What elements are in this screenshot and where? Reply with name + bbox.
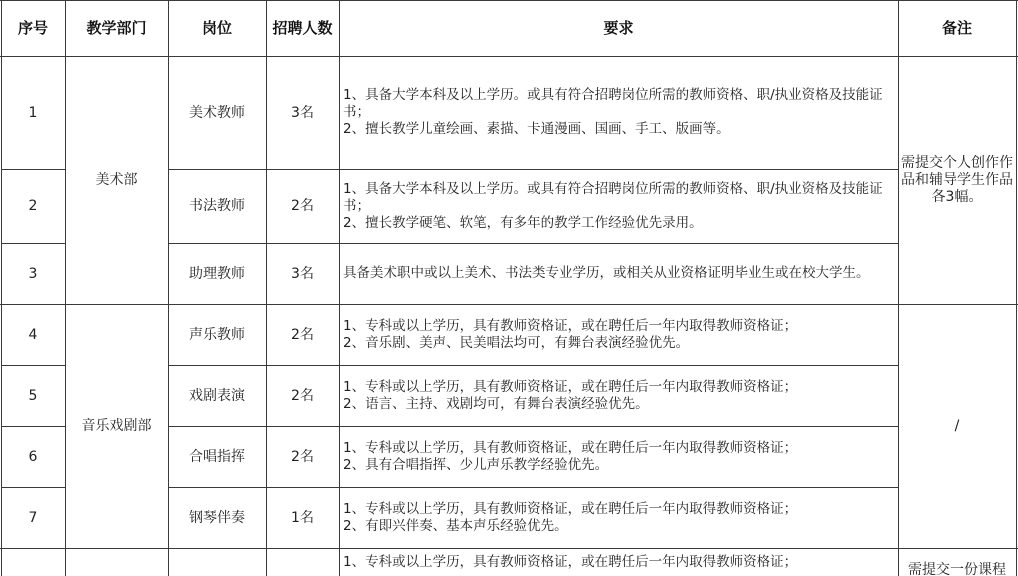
row-requirements-text: 1、专科或以上学历，具有教师资格证，或在聘任后一年内取得教师资格证； 2、语言、主持、戏剧均可，有舞台表演经验优先。 — [343, 378, 798, 412]
row-count — [266, 548, 339, 576]
header-dept: 教学部门 — [86, 19, 147, 37]
row-count: 2名 — [291, 448, 314, 465]
row-requirements — [339, 365, 898, 426]
row-no: 2 — [28, 198, 38, 214]
note-cell: 需提交个人创作作品和辅导学生作品各3幅。 — [901, 154, 1013, 205]
row-count: 3名 — [291, 104, 314, 121]
row-count: 3名 — [291, 265, 314, 282]
row-requirements-text: 1、专科或以上学历，具有教师资格证，或在聘任后一年内取得教师资格证； — [343, 553, 798, 570]
row-post: 助理教师 — [189, 265, 245, 282]
row-post: 声乐教师 — [189, 326, 245, 343]
row-requirements-text: 1、具备大学本科及以上学历。或具有符合招聘岗位所需的教师资格、职/执业资格及技能证书； 2、擅长教学儿童绘画、素描、卡通漫画、国画、手工、版画等。 — [343, 87, 883, 137]
row-no: 1 — [28, 104, 38, 121]
row-requirements-text: 1、专科或以上学历，具有教师资格证，或在聘任后一年内取得教师资格证； 2、有即兴伴奏、基本声乐经验优先。 — [343, 500, 798, 534]
header-requirements: 要求 — [603, 19, 634, 37]
dept-cell: 美术部 — [95, 172, 138, 188]
row-no: 7 — [28, 509, 38, 526]
row-requirements-text: 1、专科或以上学历，具有教师资格证，或在聘任后一年内取得教师资格证； 2、具有合唱指挥、少儿声乐教学经验优先。 — [343, 439, 798, 473]
row-requirements — [339, 548, 898, 576]
note-cell: 需提交一份课程 — [908, 562, 1006, 576]
row-count: 2名 — [291, 387, 314, 404]
row-requirements — [339, 487, 898, 548]
row-requirements — [339, 169, 898, 243]
row-requirements-text: 1、专科或以上学历，具有教师资格证，或在聘任后一年内取得教师资格证； 2、音乐剧、美声、民美唱法均可，有舞台表演经验优先。 — [343, 317, 798, 351]
row-post: 书法教师 — [189, 198, 245, 214]
row-no: 3 — [28, 265, 38, 282]
row-count: 1名 — [291, 509, 314, 526]
row-requirements — [339, 56, 898, 169]
header-count: 招聘人数 — [272, 19, 333, 37]
dept-cell: 音乐戏剧部 — [81, 418, 152, 434]
row-post: 合唱指挥 — [189, 448, 245, 465]
row-post — [168, 548, 266, 576]
row-requirements — [339, 426, 898, 487]
row-no: 5 — [28, 387, 38, 404]
row-count: 2名 — [291, 198, 314, 214]
row-post: 戏剧表演 — [189, 387, 245, 404]
header-no: 序号 — [17, 19, 48, 37]
header-note: 备注 — [941, 19, 972, 37]
row-requirements — [339, 304, 898, 365]
row-post: 美术教师 — [189, 104, 245, 121]
row-no: 6 — [28, 448, 38, 465]
row-requirements — [339, 243, 898, 304]
row-post: 钢琴伴奏 — [189, 509, 245, 526]
header-post: 岗位 — [201, 19, 232, 37]
row-no: 4 — [28, 326, 38, 343]
note-cell: / — [954, 417, 960, 434]
row-requirements-text: 1、具备大学本科及以上学历。或具有符合招聘岗位所需的教师资格、职/执业资格及技能证书； 2、擅长教学硬笔、软笔，有多年的教学工作经验优先录用。 — [343, 180, 883, 231]
row-no — [1, 548, 65, 576]
row-count: 2名 — [291, 326, 314, 343]
row-requirements-text: 具备美术职中或以上美术、书法类专业学历，或相关从业资格证明毕业生或在校大学生。 — [343, 265, 870, 281]
